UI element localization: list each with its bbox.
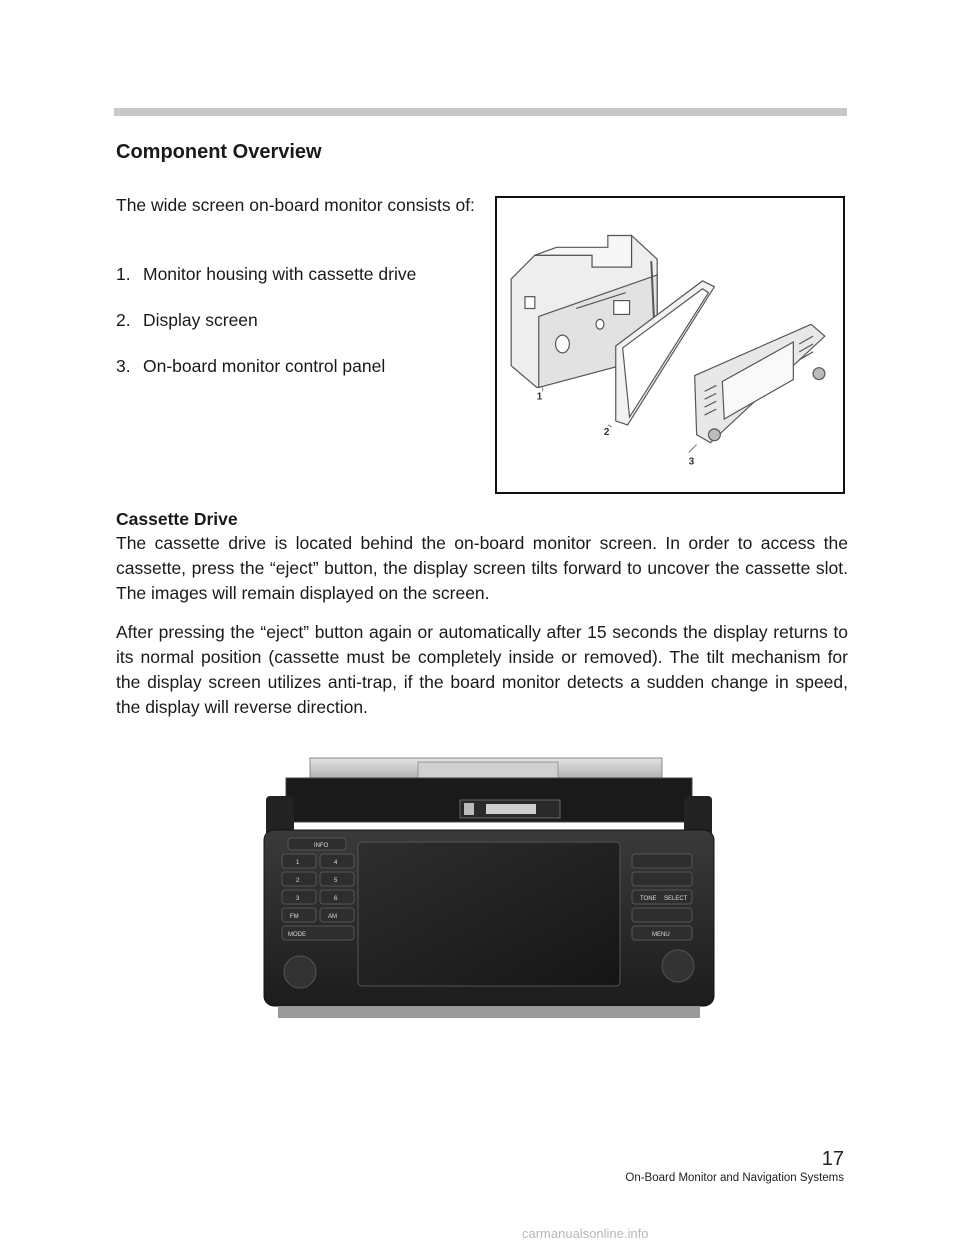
list-item: 3. On-board monitor control panel bbox=[116, 356, 386, 376]
key-3-label: 3 bbox=[296, 896, 300, 902]
page-title: Component Overview bbox=[116, 141, 322, 163]
key-6-label: 6 bbox=[334, 896, 338, 902]
list-item: 2. Display screen bbox=[116, 310, 258, 330]
menu-key-label: MENU bbox=[652, 932, 670, 938]
volume-knob bbox=[284, 956, 316, 988]
top-rule bbox=[114, 108, 847, 116]
tone-key-label: TONE bbox=[640, 896, 657, 902]
monitor-photo bbox=[258, 756, 720, 1026]
select-key-label: SELECT bbox=[664, 896, 688, 902]
control-panel-drawing bbox=[695, 324, 825, 442]
footer-text: On-Board Monitor and Navigation Systems bbox=[625, 1172, 844, 1184]
paragraph: After pressing the “eject” button again or automatically after 15 seconds the display returns to its normal position (cassette must be completely inside or removed). The tilt mechanism for the display screen utilizes anti-trap, if the board monitor detects a sudden change in speed, the display will reverse direction. bbox=[116, 622, 848, 717]
key-4-label: 4 bbox=[334, 860, 338, 866]
callout-3: 3 bbox=[688, 456, 695, 468]
exploded-view-drawing bbox=[497, 198, 843, 492]
control-knob bbox=[662, 950, 694, 982]
intro-text: The wide screen on-board monitor consists of: bbox=[116, 195, 475, 215]
watermark: carmanualsonline.info bbox=[522, 1226, 649, 1241]
monitor-photo-drawing bbox=[258, 756, 720, 1026]
am-key-label: AM bbox=[328, 914, 337, 920]
info-key-label: INFO bbox=[314, 843, 329, 849]
fm-key-label: FM bbox=[290, 914, 299, 920]
right-keypad bbox=[632, 854, 692, 940]
page-number: 17 bbox=[821, 1148, 844, 1170]
display-screen bbox=[358, 842, 620, 986]
key-1-label: 1 bbox=[296, 860, 300, 866]
list-item: 1. Monitor housing with cassette drive bbox=[116, 264, 417, 284]
paragraph: The cassette drive is located behind the on-board monitor screen. In order to access the cassette, press the “eject” button, the display screen tilts forward to uncover the cassette slot. The images will remain displayed on the screen. bbox=[116, 533, 848, 603]
exploded-view-figure bbox=[495, 196, 845, 494]
callout-1: 1 bbox=[536, 391, 543, 403]
component-list bbox=[116, 262, 416, 400]
callout-2: 2 bbox=[603, 426, 610, 438]
key-5-label: 5 bbox=[334, 878, 338, 884]
key-2-label: 2 bbox=[296, 878, 300, 884]
section-heading: Cassette Drive bbox=[116, 509, 238, 529]
mode-key-label: MODE bbox=[288, 932, 306, 938]
